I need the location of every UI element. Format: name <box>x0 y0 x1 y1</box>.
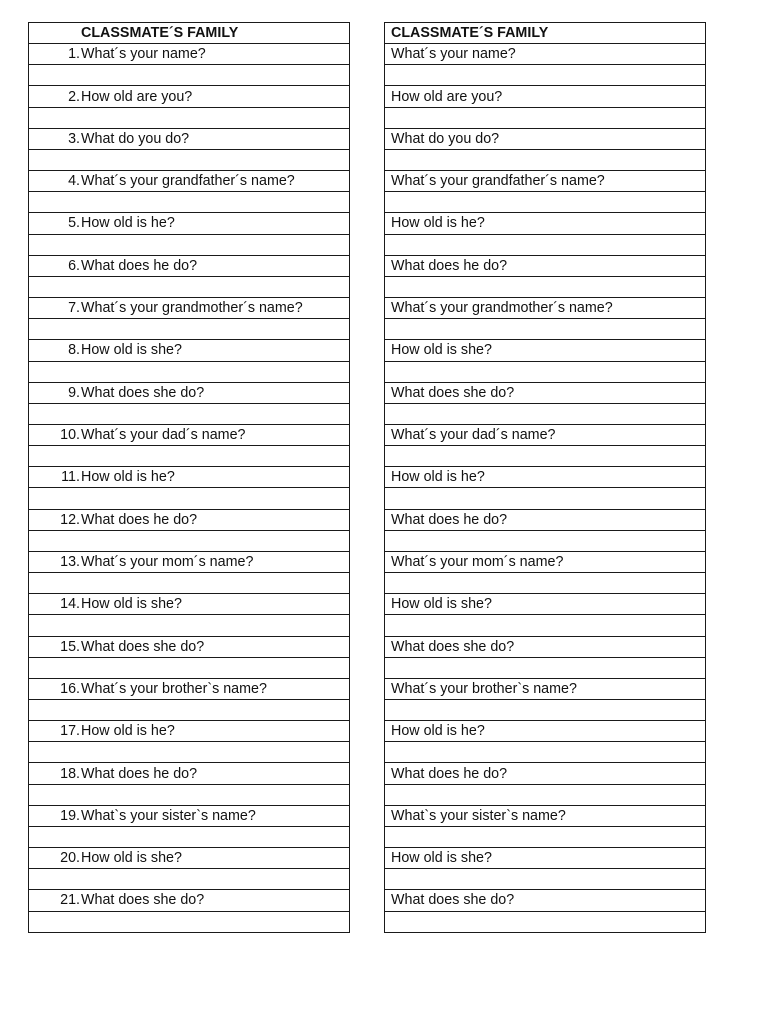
answer-line[interactable] <box>385 192 705 213</box>
answer-line[interactable] <box>385 235 705 256</box>
question-text: What´s your brother`s name? <box>81 680 267 697</box>
question-number: 17. <box>60 723 80 740</box>
question-text: How old is he? <box>81 469 175 486</box>
worksheet-right <box>384 22 706 933</box>
question-text: What´s your name? <box>391 46 516 63</box>
answer-line[interactable] <box>29 912 349 933</box>
question-text: How old is she? <box>391 342 492 359</box>
question-text: What´s your dad´s name? <box>391 427 556 444</box>
answer-line[interactable] <box>385 362 705 383</box>
question-text: How old is he? <box>391 469 485 486</box>
question-number: 4. <box>68 173 80 190</box>
answer-line[interactable] <box>29 785 349 806</box>
question-text: What does he do? <box>81 257 198 274</box>
question-row <box>385 298 705 319</box>
question-row <box>385 890 705 911</box>
answer-line[interactable] <box>385 277 705 298</box>
question-row <box>385 171 705 192</box>
question-number: 10. <box>60 427 80 444</box>
question-row <box>385 637 705 658</box>
question-text: What`s your sister`s name? <box>391 807 566 824</box>
question-row <box>29 298 349 319</box>
question-row <box>385 213 705 234</box>
question-row <box>29 213 349 234</box>
question-text: What do you do? <box>391 130 500 147</box>
answer-line[interactable] <box>385 150 705 171</box>
question-text: What´s your grandfather´s name? <box>391 173 605 190</box>
question-text: What`s your sister`s name? <box>81 807 256 824</box>
question-text: What´s your mom´s name? <box>391 553 564 570</box>
question-text: What does she do? <box>391 892 515 909</box>
question-row <box>29 679 349 700</box>
question-text: How old is she? <box>391 850 492 867</box>
question-row <box>29 806 349 827</box>
question-text: How old is she? <box>391 596 492 613</box>
worksheet-header: CLASSMATE´S FAMILY <box>385 23 705 44</box>
answer-line[interactable] <box>29 658 349 679</box>
question-text: What´s your grandmother´s name? <box>81 300 303 317</box>
worksheet-left <box>28 22 350 933</box>
question-text: What does he do? <box>391 511 508 528</box>
answer-line[interactable] <box>385 869 705 890</box>
answer-line[interactable] <box>29 615 349 636</box>
question-text: How old is she? <box>81 596 182 613</box>
answer-line[interactable] <box>29 235 349 256</box>
question-row <box>29 171 349 192</box>
question-number: 16. <box>60 680 80 697</box>
question-row <box>29 425 349 446</box>
answer-line[interactable] <box>29 827 349 848</box>
question-row <box>385 129 705 150</box>
question-text: What does he do? <box>391 257 508 274</box>
question-row <box>385 763 705 784</box>
question-row <box>385 340 705 361</box>
question-text: What´s your brother`s name? <box>391 680 577 697</box>
question-number: 5. <box>68 215 80 232</box>
question-text: How old is she? <box>81 850 182 867</box>
question-number: 8. <box>68 342 80 359</box>
question-number: 6. <box>68 257 80 274</box>
question-row <box>29 86 349 107</box>
question-row <box>29 594 349 615</box>
question-row <box>29 340 349 361</box>
answer-line[interactable] <box>385 700 705 721</box>
answer-line[interactable] <box>385 573 705 594</box>
question-row <box>385 679 705 700</box>
question-text: What does she do? <box>391 384 515 401</box>
question-row <box>385 86 705 107</box>
question-number: 9. <box>68 384 80 401</box>
question-text: What do you do? <box>81 130 190 147</box>
question-number: 2. <box>68 88 80 105</box>
question-text: What´s your name? <box>81 46 206 63</box>
question-row <box>29 129 349 150</box>
answer-line[interactable] <box>385 108 705 129</box>
question-row <box>385 383 705 404</box>
answer-line[interactable] <box>29 362 349 383</box>
answer-line[interactable] <box>29 404 349 425</box>
question-row <box>385 552 705 573</box>
answer-line[interactable] <box>29 319 349 340</box>
question-row <box>385 467 705 488</box>
question-number: 13. <box>60 553 80 570</box>
question-text: What does he do? <box>391 765 508 782</box>
question-row <box>385 44 705 65</box>
question-row <box>29 383 349 404</box>
answer-line[interactable] <box>29 488 349 509</box>
question-text: How old is she? <box>81 342 182 359</box>
question-text: What´s your mom´s name? <box>81 553 254 570</box>
answer-line[interactable] <box>385 446 705 467</box>
question-row <box>29 763 349 784</box>
answer-line[interactable] <box>29 108 349 129</box>
answer-line[interactable] <box>385 658 705 679</box>
question-number: 20. <box>60 850 80 867</box>
answer-line[interactable] <box>385 785 705 806</box>
question-row <box>385 594 705 615</box>
question-row <box>385 425 705 446</box>
question-text: How old is he? <box>391 215 485 232</box>
answer-line[interactable] <box>385 319 705 340</box>
question-text: What does she do? <box>81 638 205 655</box>
question-number: 14. <box>60 596 80 613</box>
answer-line[interactable] <box>385 404 705 425</box>
question-number: 3. <box>68 130 80 147</box>
question-row <box>29 890 349 911</box>
question-text: How old are you? <box>81 88 193 105</box>
question-row <box>385 721 705 742</box>
answer-line[interactable] <box>385 827 705 848</box>
question-row <box>385 510 705 531</box>
answer-line[interactable] <box>385 65 705 86</box>
answer-line[interactable] <box>29 573 349 594</box>
question-text: What does he do? <box>81 765 198 782</box>
question-number: 11. <box>61 469 80 486</box>
question-number: 7. <box>68 300 80 317</box>
question-row <box>385 806 705 827</box>
answer-line[interactable] <box>29 192 349 213</box>
question-text: What´s your dad´s name? <box>81 427 246 444</box>
question-text: How old is he? <box>81 723 175 740</box>
question-number: 21. <box>60 892 80 909</box>
answer-line[interactable] <box>29 446 349 467</box>
answer-line[interactable] <box>29 869 349 890</box>
question-row <box>29 510 349 531</box>
answer-line[interactable] <box>385 912 705 933</box>
answer-line[interactable] <box>385 615 705 636</box>
question-text: What does she do? <box>81 384 205 401</box>
question-row <box>29 44 349 65</box>
question-row <box>385 848 705 869</box>
answer-line[interactable] <box>385 531 705 552</box>
question-row <box>29 848 349 869</box>
question-number: 19. <box>60 807 80 824</box>
answer-line[interactable] <box>29 65 349 86</box>
question-text: How old is he? <box>81 215 175 232</box>
question-row <box>385 256 705 277</box>
question-text: How old is he? <box>391 723 485 740</box>
question-text: How old are you? <box>391 88 503 105</box>
answer-line[interactable] <box>385 742 705 763</box>
answer-line[interactable] <box>29 277 349 298</box>
answer-line[interactable] <box>29 742 349 763</box>
answer-line[interactable] <box>29 700 349 721</box>
question-row <box>29 256 349 277</box>
question-row <box>29 637 349 658</box>
question-text: What does she do? <box>391 638 515 655</box>
question-number: 18. <box>60 765 80 782</box>
question-text: What does she do? <box>81 892 205 909</box>
answer-line[interactable] <box>385 488 705 509</box>
question-number: 12. <box>60 511 80 528</box>
question-row <box>29 721 349 742</box>
question-row <box>29 552 349 573</box>
question-number: 15. <box>60 638 80 655</box>
question-text: What´s your grandfather´s name? <box>81 173 295 190</box>
question-row <box>29 467 349 488</box>
question-text: What does he do? <box>81 511 198 528</box>
question-number: 1. <box>68 46 80 63</box>
answer-line[interactable] <box>29 531 349 552</box>
worksheet-header: CLASSMATE´S FAMILY <box>29 23 349 44</box>
question-text: What´s your grandmother´s name? <box>391 300 613 317</box>
answer-line[interactable] <box>29 150 349 171</box>
